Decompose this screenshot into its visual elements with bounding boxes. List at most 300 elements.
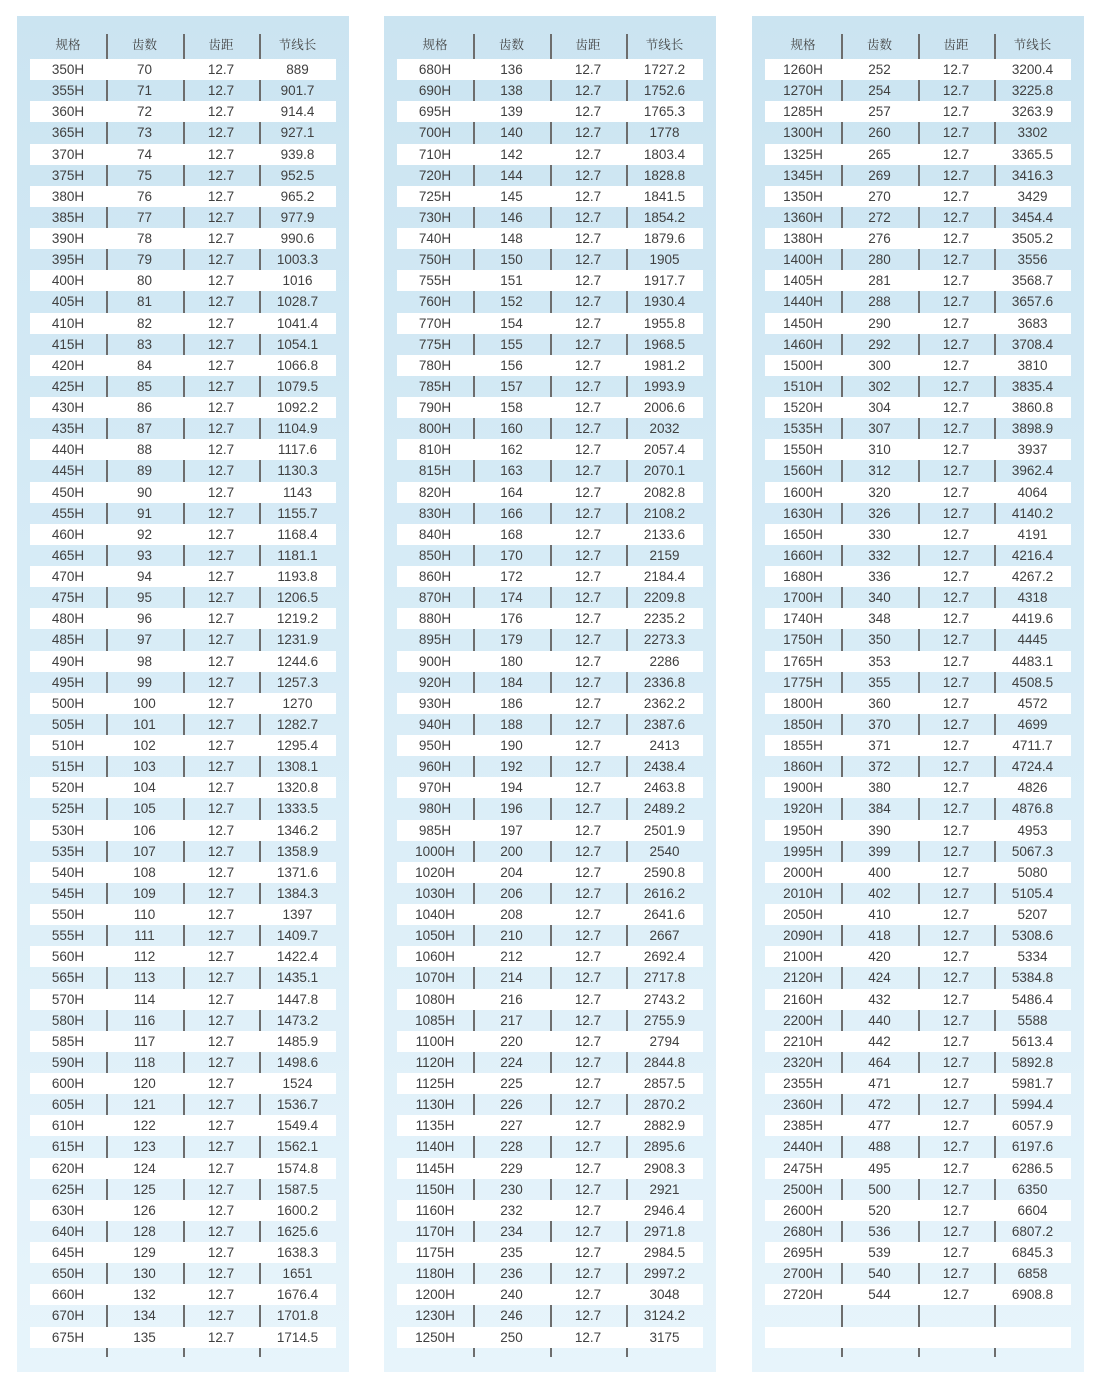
cell-spec: 700H xyxy=(418,125,452,141)
cell-spec: 785H xyxy=(418,378,452,394)
table-body xyxy=(397,59,703,1348)
cell-spec: 2440H xyxy=(783,1139,823,1155)
cell-pitch-length: 1333.5 xyxy=(276,801,319,817)
table-row xyxy=(765,334,1071,355)
cell-pitch-length: 4826 xyxy=(1017,780,1048,796)
cell-teeth: 145 xyxy=(500,188,523,204)
cell-pitch: 12.7 xyxy=(942,864,970,880)
table-row xyxy=(397,1073,703,1094)
cell-pitch-length: 939.8 xyxy=(280,146,315,162)
cell-pitch: 12.7 xyxy=(942,1054,970,1070)
table-row xyxy=(397,1136,703,1157)
cell-pitch-length: 1524 xyxy=(282,1076,313,1092)
cell-pitch: 12.7 xyxy=(207,590,235,606)
table-row xyxy=(30,1094,336,1115)
cell-pitch-length: 5080 xyxy=(1017,864,1048,880)
cell-pitch-length: 4876.8 xyxy=(1011,801,1054,817)
cell-teeth: 300 xyxy=(868,357,891,373)
table-row xyxy=(30,165,336,186)
cell-spec: 1350H xyxy=(783,188,823,204)
cell-teeth: 214 xyxy=(500,970,523,986)
header-pitch: 齿距 xyxy=(575,38,601,52)
table-row xyxy=(765,460,1071,481)
cell-pitch: 12.7 xyxy=(942,357,970,373)
cell-teeth: 270 xyxy=(868,188,891,204)
cell-spec: 1800H xyxy=(783,695,823,711)
table-row xyxy=(397,1221,703,1242)
cell-teeth: 190 xyxy=(500,738,523,754)
table-row xyxy=(765,862,1071,883)
cell-teeth: 292 xyxy=(868,336,891,352)
cell-spec: 580H xyxy=(51,1012,85,1028)
cell-pitch: 12.7 xyxy=(207,104,235,120)
table-row xyxy=(765,820,1071,841)
cell-spec: 560H xyxy=(51,949,85,965)
cell-pitch-length: 2921 xyxy=(649,1181,680,1197)
cell-spec: 680H xyxy=(418,62,452,78)
cell-spec: 670H xyxy=(51,1308,85,1324)
table-row xyxy=(765,1094,1071,1115)
cell-spec: 615H xyxy=(51,1139,85,1155)
table-row xyxy=(397,334,703,355)
cell-pitch: 12.7 xyxy=(942,547,970,563)
cell-spec: 1070H xyxy=(415,970,455,986)
cell-pitch-length: 1701.8 xyxy=(276,1308,319,1324)
cell-spec: 1520H xyxy=(783,400,823,416)
cell-pitch: 12.7 xyxy=(207,1202,235,1218)
cell-pitch-length: 5892.8 xyxy=(1011,1054,1054,1070)
cell-teeth: 353 xyxy=(868,653,891,669)
table-row xyxy=(30,524,336,545)
cell-pitch-length: 1295.4 xyxy=(276,738,319,754)
cell-teeth: 132 xyxy=(133,1287,156,1303)
cell-teeth: 163 xyxy=(500,463,523,479)
table-row xyxy=(765,1158,1071,1179)
table-row xyxy=(765,651,1071,672)
cell-teeth: 544 xyxy=(868,1287,891,1303)
table-row xyxy=(765,693,1071,714)
cell-pitch: 12.7 xyxy=(942,83,970,99)
cell-teeth: 124 xyxy=(133,1160,156,1176)
cell-pitch-length: 1752.6 xyxy=(643,83,686,99)
cell-pitch-length: 2755.9 xyxy=(643,1012,686,1028)
cell-pitch: 12.7 xyxy=(207,864,235,880)
cell-teeth: 84 xyxy=(136,357,153,373)
cell-teeth: 208 xyxy=(500,907,523,923)
cell-pitch-length: 5981.7 xyxy=(1011,1076,1054,1092)
table-row xyxy=(765,735,1071,756)
table-row xyxy=(30,1158,336,1179)
cell-spec: 2700H xyxy=(783,1266,823,1282)
cell-teeth: 192 xyxy=(500,759,523,775)
cell-teeth: 168 xyxy=(500,526,523,542)
cell-pitch-length: 5486.4 xyxy=(1011,991,1054,1007)
cell-spec: 1850H xyxy=(783,716,823,732)
table-row xyxy=(30,946,336,967)
table-row xyxy=(397,587,703,608)
cell-pitch-length: 3568.7 xyxy=(1011,273,1054,289)
cell-pitch: 12.7 xyxy=(942,611,970,627)
header-pitch: 齿距 xyxy=(208,38,234,52)
cell-pitch-length: 1282.7 xyxy=(276,716,319,732)
cell-pitch-length: 4318 xyxy=(1017,590,1048,606)
cell-teeth: 172 xyxy=(500,569,523,585)
table-row xyxy=(397,820,703,841)
table-row xyxy=(765,482,1071,503)
cell-pitch-length: 2844.8 xyxy=(643,1054,686,1070)
cell-teeth: 139 xyxy=(500,104,523,120)
cell-spec: 515H xyxy=(51,759,85,775)
cell-teeth: 307 xyxy=(868,421,891,437)
cell-teeth: 118 xyxy=(133,1054,156,1070)
cell-spec: 460H xyxy=(51,526,85,542)
table-row xyxy=(765,207,1071,228)
table-row xyxy=(30,925,336,946)
cell-spec: 1020H xyxy=(415,864,455,880)
cell-pitch: 12.7 xyxy=(942,1160,970,1176)
cell-pitch-length: 3048 xyxy=(649,1287,680,1303)
cell-pitch: 12.7 xyxy=(207,125,235,141)
table-row xyxy=(397,1305,703,1326)
cell-spec: 400H xyxy=(51,273,85,289)
cell-spec: 2320H xyxy=(783,1054,823,1070)
cell-teeth: 162 xyxy=(500,442,523,458)
cell-pitch-length: 4216.4 xyxy=(1011,547,1054,563)
cell-pitch-length: 2273.3 xyxy=(643,632,686,648)
cell-pitch: 12.7 xyxy=(942,167,970,183)
cell-pitch: 12.7 xyxy=(207,547,235,563)
cell-pitch: 12.7 xyxy=(942,378,970,394)
cell-pitch-length: 2286 xyxy=(649,653,680,669)
table-row xyxy=(397,418,703,439)
spec-table-1 xyxy=(17,16,349,1372)
cell-pitch: 12.7 xyxy=(207,357,235,373)
cell-pitch: 12.7 xyxy=(942,1245,970,1261)
cell-spec: 1750H xyxy=(783,632,823,648)
cell-pitch-length: 6807.2 xyxy=(1011,1223,1054,1239)
cell-pitch-length: 1854.2 xyxy=(643,209,686,225)
cell-pitch: 12.7 xyxy=(942,336,970,352)
cell-pitch: 12.7 xyxy=(574,1033,602,1049)
table-row xyxy=(765,545,1071,566)
cell-teeth: 471 xyxy=(868,1076,891,1092)
cell-pitch: 12.7 xyxy=(207,1223,235,1239)
cell-pitch-length: 1346.2 xyxy=(276,822,319,838)
cell-pitch: 12.7 xyxy=(574,1223,602,1239)
cell-pitch: 12.7 xyxy=(574,505,602,521)
table-row xyxy=(397,545,703,566)
cell-spec: 760H xyxy=(418,294,452,310)
cell-spec: 930H xyxy=(418,695,452,711)
cell-pitch: 12.7 xyxy=(942,1287,970,1303)
cell-pitch: 12.7 xyxy=(207,970,235,986)
cell-pitch-length: 5994.4 xyxy=(1011,1097,1054,1113)
cell-pitch-length: 6845.3 xyxy=(1011,1245,1054,1261)
table-row xyxy=(397,1327,703,1348)
cell-spec: 565H xyxy=(51,970,85,986)
cell-teeth: 228 xyxy=(500,1139,523,1155)
cell-pitch-length: 1397 xyxy=(282,907,313,923)
cell-spec: 420H xyxy=(51,357,85,373)
cell-teeth: 100 xyxy=(133,695,156,711)
cell-pitch-length: 5207 xyxy=(1017,907,1048,923)
cell-spec: 2100H xyxy=(783,949,823,965)
table-row xyxy=(30,651,336,672)
table-row xyxy=(765,376,1071,397)
cell-pitch: 12.7 xyxy=(574,442,602,458)
cell-pitch-length: 3683 xyxy=(1017,315,1048,331)
table-row xyxy=(30,1052,336,1073)
cell-spec: 1285H xyxy=(783,104,823,120)
cell-spec: 1125H xyxy=(415,1076,455,1092)
cell-pitch: 12.7 xyxy=(207,1033,235,1049)
table-row xyxy=(397,460,703,481)
table-row xyxy=(30,862,336,883)
cell-pitch: 12.7 xyxy=(574,421,602,437)
cell-teeth: 89 xyxy=(136,463,153,479)
cell-pitch: 12.7 xyxy=(574,611,602,627)
cell-teeth: 340 xyxy=(868,590,891,606)
cell-teeth: 152 xyxy=(500,294,523,310)
cell-teeth: 246 xyxy=(500,1308,523,1324)
table-row xyxy=(397,249,703,270)
cell-spec: 410H xyxy=(51,315,85,331)
cell-pitch: 12.7 xyxy=(942,442,970,458)
cell-pitch: 12.7 xyxy=(942,1181,970,1197)
cell-teeth: 157 xyxy=(500,378,523,394)
cell-pitch-length: 2006.6 xyxy=(643,400,686,416)
cell-pitch-length: 1587.5 xyxy=(276,1181,319,1197)
table-row xyxy=(30,460,336,481)
cell-spec: 740H xyxy=(418,231,452,247)
cell-pitch: 12.7 xyxy=(942,822,970,838)
table-row xyxy=(397,228,703,249)
header-spec: 规格 xyxy=(422,38,448,52)
table-row xyxy=(397,1263,703,1284)
cell-spec: 970H xyxy=(418,780,452,796)
cell-spec: 535H xyxy=(51,843,85,859)
table-row xyxy=(765,946,1071,967)
cell-pitch: 12.7 xyxy=(574,632,602,648)
cell-teeth: 234 xyxy=(500,1223,523,1239)
header-spec: 规格 xyxy=(55,38,81,52)
table-row xyxy=(30,1073,336,1094)
cell-pitch: 12.7 xyxy=(574,357,602,373)
cell-spec: 1080H xyxy=(415,991,455,1007)
cell-pitch: 12.7 xyxy=(942,484,970,500)
cell-pitch-length: 1041.4 xyxy=(276,315,319,331)
cell-pitch-length: 5308.6 xyxy=(1011,928,1054,944)
cell-teeth: 336 xyxy=(868,569,891,585)
cell-pitch-length: 2870.2 xyxy=(643,1097,686,1113)
cell-spec: 950H xyxy=(418,738,452,754)
cell-spec: 1360H xyxy=(783,209,823,225)
table-row xyxy=(397,524,703,545)
cell-spec: 540H xyxy=(51,864,85,880)
cell-spec: 775H xyxy=(418,336,452,352)
cell-spec: 780H xyxy=(418,357,452,373)
header-spec: 规格 xyxy=(790,38,816,52)
cell-pitch-length: 2336.8 xyxy=(643,674,686,690)
table-row xyxy=(765,608,1071,629)
cell-pitch: 12.7 xyxy=(207,907,235,923)
cell-pitch: 12.7 xyxy=(574,273,602,289)
table-row xyxy=(30,566,336,587)
cell-spec: 2385H xyxy=(783,1118,823,1134)
cell-pitch: 12.7 xyxy=(207,653,235,669)
cell-teeth: 194 xyxy=(500,780,523,796)
cell-teeth: 107 xyxy=(133,843,156,859)
cell-pitch-length: 3263.9 xyxy=(1011,104,1054,120)
cell-spec: 1560H xyxy=(783,463,823,479)
cell-pitch-length: 3898.9 xyxy=(1011,421,1054,437)
table-row xyxy=(765,313,1071,334)
table-row xyxy=(30,482,336,503)
cell-pitch: 12.7 xyxy=(942,1139,970,1155)
cell-pitch: 12.7 xyxy=(207,674,235,690)
cell-spec: 1325H xyxy=(783,146,823,162)
cell-spec: 725H xyxy=(418,188,452,204)
cell-pitch: 12.7 xyxy=(207,526,235,542)
cell-pitch-length: 2540 xyxy=(649,843,680,859)
cell-pitch-length: 3429 xyxy=(1017,188,1048,204)
cell-pitch-length: 5105.4 xyxy=(1011,885,1054,901)
cell-pitch: 12.7 xyxy=(207,1054,235,1070)
cell-teeth: 269 xyxy=(868,167,891,183)
cell-pitch-length: 6858 xyxy=(1017,1266,1048,1282)
table-row xyxy=(765,397,1071,418)
cell-pitch-length: 1993.9 xyxy=(643,378,686,394)
cell-pitch: 12.7 xyxy=(942,885,970,901)
cell-pitch: 12.7 xyxy=(942,146,970,162)
table-row xyxy=(765,418,1071,439)
cell-teeth: 220 xyxy=(500,1033,523,1049)
header-pitch-length: 节线长 xyxy=(1013,38,1052,52)
cell-teeth: 164 xyxy=(500,484,523,500)
cell-pitch: 12.7 xyxy=(574,1139,602,1155)
table-row xyxy=(30,1263,336,1284)
cell-spec: 690H xyxy=(418,83,452,99)
cell-pitch: 12.7 xyxy=(942,970,970,986)
cell-pitch-length: 1181.1 xyxy=(277,547,318,563)
table-row xyxy=(765,1179,1071,1200)
cell-spec: 1400H xyxy=(783,252,823,268)
table-row xyxy=(765,883,1071,904)
cell-teeth: 176 xyxy=(500,611,523,627)
cell-spec: 2695H xyxy=(783,1245,823,1261)
cell-pitch: 12.7 xyxy=(942,907,970,923)
cell-pitch-length: 1358.9 xyxy=(276,843,319,859)
cell-teeth: 225 xyxy=(500,1076,523,1092)
cell-pitch: 12.7 xyxy=(574,1181,602,1197)
table-row xyxy=(397,59,703,80)
cell-teeth: 77 xyxy=(136,209,153,225)
cell-pitch-length: 4724.4 xyxy=(1011,759,1054,775)
cell-pitch-length: 3708.4 xyxy=(1011,336,1054,352)
cell-pitch: 12.7 xyxy=(574,907,602,923)
cell-teeth: 390 xyxy=(868,822,891,838)
table-row xyxy=(765,777,1071,798)
cell-pitch: 12.7 xyxy=(574,843,602,859)
cell-pitch-length: 1320.8 xyxy=(276,780,319,796)
cell-spec: 850H xyxy=(418,547,452,563)
cell-pitch-length: 5067.3 xyxy=(1011,843,1054,859)
cell-teeth: 488 xyxy=(868,1139,891,1155)
cell-pitch: 12.7 xyxy=(942,1012,970,1028)
cell-teeth: 472 xyxy=(868,1097,891,1113)
cell-pitch-length: 4711.7 xyxy=(1012,738,1053,754)
cell-pitch: 12.7 xyxy=(574,949,602,965)
cell-pitch-length: 2882.9 xyxy=(643,1118,686,1134)
cell-spec: 435H xyxy=(51,421,85,437)
cell-spec: 1775H xyxy=(783,674,823,690)
cell-teeth: 410 xyxy=(868,907,891,923)
cell-spec: 445H xyxy=(51,463,85,479)
cell-teeth: 312 xyxy=(868,463,891,479)
table-row xyxy=(765,524,1071,545)
table-row xyxy=(30,967,336,988)
table-row xyxy=(397,1242,703,1263)
cell-teeth: 93 xyxy=(136,547,153,563)
table-row xyxy=(30,629,336,650)
table-row xyxy=(765,1200,1071,1221)
cell-pitch: 12.7 xyxy=(207,146,235,162)
cell-pitch: 12.7 xyxy=(574,1054,602,1070)
cell-pitch-length: 914.4 xyxy=(280,104,315,120)
cell-pitch-length: 2362.2 xyxy=(643,695,686,711)
cell-pitch: 12.7 xyxy=(942,62,970,78)
cell-pitch-length: 1714.5 xyxy=(276,1329,319,1345)
cell-teeth: 360 xyxy=(868,695,891,711)
cell-teeth: 320 xyxy=(868,484,891,500)
cell-teeth: 184 xyxy=(500,674,523,690)
table-row xyxy=(397,1158,703,1179)
cell-teeth: 110 xyxy=(133,907,156,923)
cell-pitch: 12.7 xyxy=(574,1287,602,1303)
cell-teeth: 92 xyxy=(136,526,153,542)
cell-teeth: 134 xyxy=(133,1308,156,1324)
cell-spec: 1085H xyxy=(415,1012,455,1028)
cell-pitch-length: 5334 xyxy=(1017,949,1048,965)
cell-spec: 1440H xyxy=(783,294,823,310)
cell-pitch: 12.7 xyxy=(942,505,970,521)
table-row xyxy=(30,418,336,439)
cell-teeth: 210 xyxy=(500,928,523,944)
cell-spec: 1170H xyxy=(415,1223,455,1239)
cell-spec: 840H xyxy=(418,526,452,542)
cell-teeth: 151 xyxy=(500,273,523,289)
cell-teeth: 227 xyxy=(500,1118,523,1134)
cell-spec: 355H xyxy=(51,83,85,99)
cell-teeth: 95 xyxy=(136,590,153,606)
cell-pitch: 12.7 xyxy=(574,315,602,331)
cell-pitch: 12.7 xyxy=(574,484,602,500)
cell-teeth: 197 xyxy=(500,822,523,838)
cell-teeth: 74 xyxy=(136,146,153,162)
cell-pitch-length: 4064 xyxy=(1017,484,1048,500)
cell-pitch-length: 1981.2 xyxy=(643,357,686,373)
cell-spec: 2210H xyxy=(783,1033,823,1049)
cell-teeth: 70 xyxy=(136,62,153,78)
table-row xyxy=(30,608,336,629)
cell-teeth: 260 xyxy=(868,125,891,141)
cell-teeth: 326 xyxy=(868,505,891,521)
cell-spec: 1680H xyxy=(783,569,823,585)
cell-teeth: 102 xyxy=(133,738,156,754)
cell-pitch-length: 2692.4 xyxy=(643,949,686,965)
cell-spec: 1135H xyxy=(415,1118,455,1134)
table-row xyxy=(765,1073,1071,1094)
